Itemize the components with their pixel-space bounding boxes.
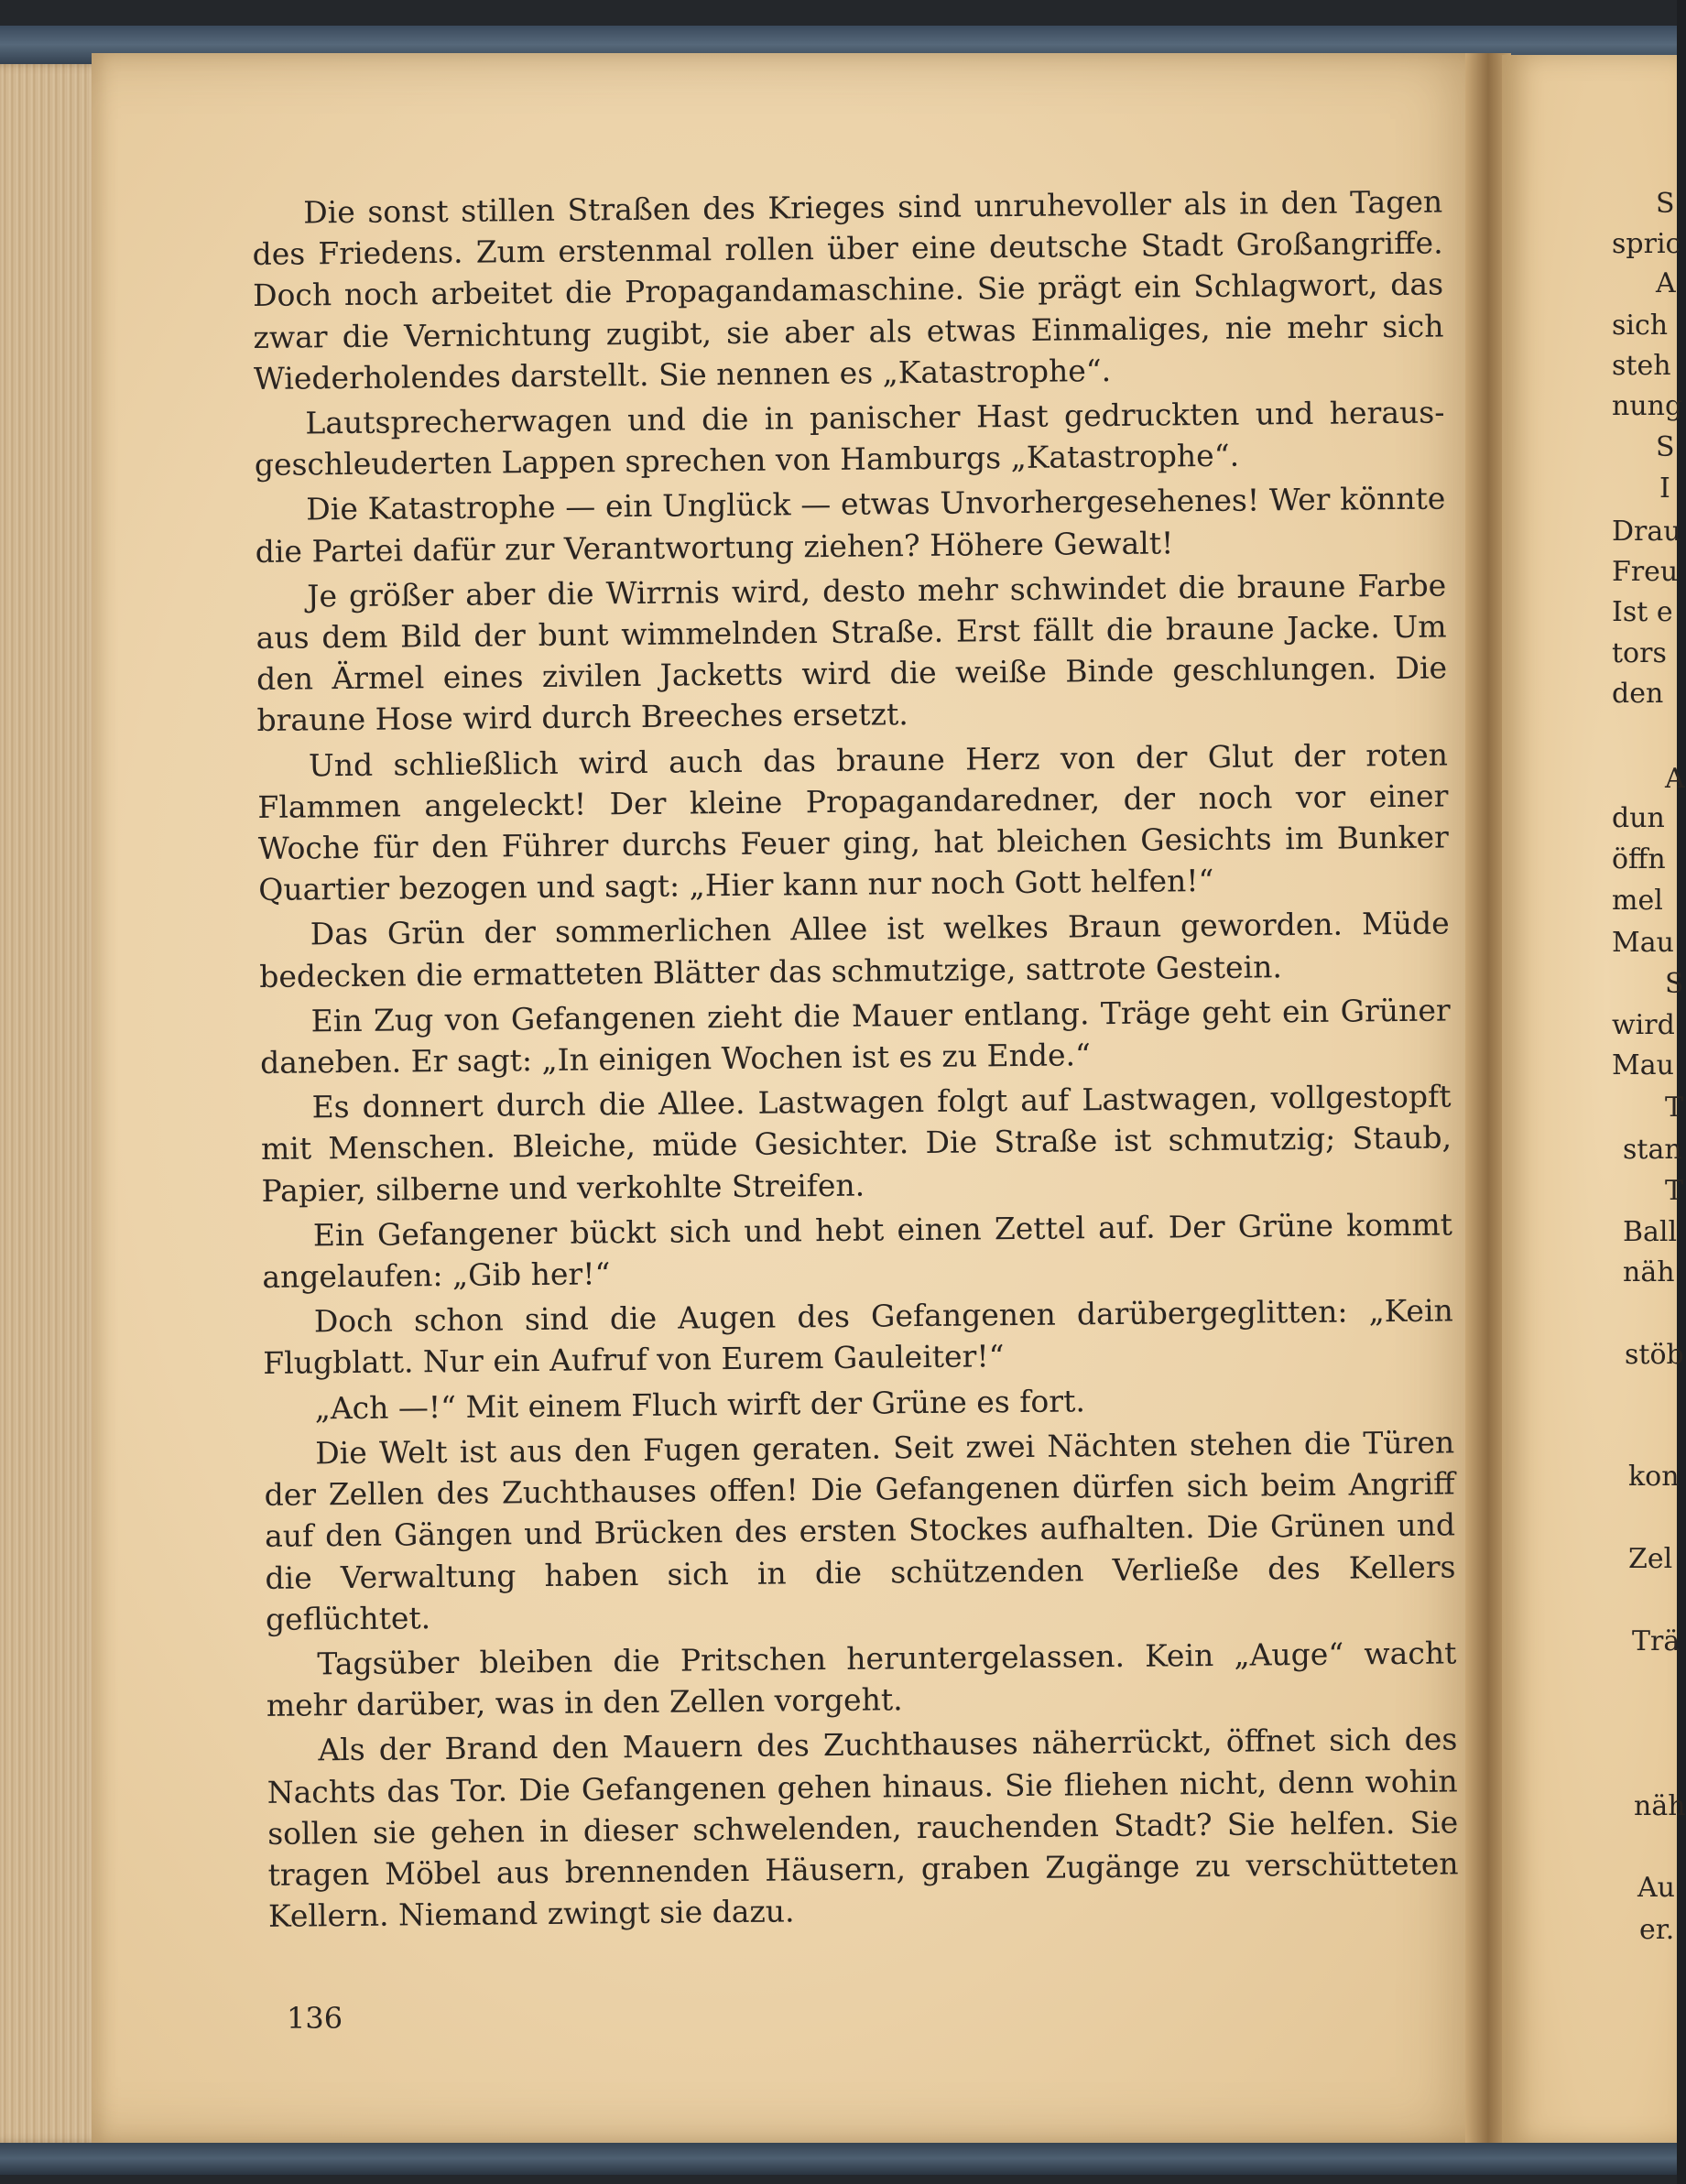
right-page-fragment: Trä: [1632, 1625, 1681, 1657]
right-page-fragment: näh: [1623, 1256, 1675, 1288]
page-number: 136: [287, 2001, 343, 2036]
right-page-fragment: T: [1665, 1175, 1684, 1207]
right-page-fragment: kon: [1628, 1461, 1680, 1493]
right-page-fragment: öffn: [1612, 843, 1666, 875]
right-page-fragment: Zel: [1628, 1543, 1673, 1575]
paragraph: Und schließlich wird auch das braune Herz von der Glut der roten Flammen angeleckt! Der kleine Propagandaredner, der noch vor einer Woche für den Führer durchs Feuer ging, hat bleichen Gesichts im Bunker Quartier bezogen und sagt: „Hier kann nur noch Gott helfen!“: [257, 736, 1450, 908]
paragraph: Doch schon sind die Augen des Gefangenen darübergeglitten: „Kein Flugblatt. Nur ein Aufruf von Eurem Gauleiter!“: [263, 1292, 1453, 1382]
right-page-fragment: Mau: [1612, 1049, 1674, 1081]
right-page-fragment: Mau: [1612, 927, 1674, 959]
right-page-fragment: spric: [1612, 228, 1681, 260]
paragraph: Das Grün der sommerlichen Allee ist welkes Braun geworden. Müde bedecken die ermatteten Blätter das schmutzige, sattrote Gestein.: [259, 905, 1450, 994]
paragraph: Es donnert durch die Allee. Lastwagen folgt auf Lastwagen, vollgestopft mit Menschen. Bleiche, müde Gesichter. Die Straße ist schmutzig; Staub, Papier, silberne und verkohlte Streifen.: [260, 1078, 1452, 1209]
right-page-fragment: A: [1665, 763, 1685, 795]
right-page-fragment: tors: [1612, 637, 1667, 669]
paragraph: Die Welt ist aus den Fugen geraten. Seit zwei Nächten stehen die Türen der Zellen des Zuchthauses offen! Die Gefangenen dürfen sich beim Angriff auf den Gängen und Brücken des ersten Stockes aufhalten. Die Grünen und die Verwaltung haben sich in die schützenden Verließe des Kellers geflüchtet.: [264, 1424, 1456, 1637]
body-text: [252, 181, 1459, 1941]
right-page-fragment: S: [1656, 431, 1675, 463]
right-page-fragment: steh: [1612, 350, 1671, 382]
right-page-fragment: S: [1665, 968, 1684, 1000]
paragraph: Ein Zug von Gefangenen zieht die Mauer entlang. Träge geht ein Grüner daneben. Er sagt: „In einigen Wochen ist es zu Ende.“: [259, 992, 1451, 1081]
right-page-fragment: Ist e: [1612, 596, 1673, 628]
right-page-fragment: T: [1665, 1092, 1684, 1124]
book-binding-bottom: [0, 2138, 1677, 2175]
right-page-fragment: mel: [1612, 885, 1663, 917]
paragraph: Die sonst stillen Straßen des Krieges sind unruhevoller als in den Tagen des Friedens. Zum erstenmal rollen über eine deutsche Stadt Großangriffe. Doch noch arbeitet die Propagandamaschine. Sie prägt ein Schlagwort, das zwar die Vernichtung zugibt, sie aber als etwas Einmaliges, nie mehr sich Wiederholendes darstellt. Sie nennen es „Katastrophe“.: [252, 183, 1444, 397]
right-page-fragment: dun: [1612, 802, 1665, 834]
right-page-fragment: Au: [1637, 1872, 1675, 1904]
right-page-fragment: I: [1659, 473, 1670, 505]
right-page-fragment: Drau: [1612, 516, 1681, 548]
right-page-fragment: sich: [1612, 310, 1669, 342]
right-page-fragment: stan: [1623, 1134, 1682, 1166]
right-page-fragment: er.: [1639, 1914, 1675, 1946]
right-page-fragment: Freu: [1612, 556, 1679, 588]
paragraph: Die Katastrophe — ein Unglück — etwas Unvorhergesehenes! Wer könnte die Partei dafür zur Verantwortung ziehen? Höhere Gewalt!: [255, 480, 1446, 570]
right-page-fragment: stöb: [1625, 1339, 1684, 1371]
paragraph: Lautsprecherwagen und die in panischer Hast gedruckten und herausgeschleuderten Lappen sprechen von Hamburgs „Katastrophe“.: [254, 394, 1445, 484]
right-page-fragment: den: [1612, 678, 1664, 710]
paragraph: Als der Brand den Mauern des Zuchthauses näherrückt, öffnet sich des Nachts das Tor. Die Gefangenen gehen hinaus. Sie fliehen nicht, denn wohin sollen sie gehen in dieser schwelenden, rauchenden Stadt? Sie helfen. Sie tragen Möbel aus brennenden Häusern, graben Zugänge zu verschütteten Kellern. Niemand zwingt sie dazu.: [266, 1721, 1459, 1935]
right-page-fragment: wird: [1612, 1009, 1675, 1041]
paragraph: Tagsüber bleiben die Pritschen heruntergelassen. Kein „Auge“ wacht mehr darüber, was in den Zellen vorgeht.: [266, 1635, 1457, 1724]
paragraph: „Ach —!“ Mit einem Fluch wirft der Grüne es fort.: [314, 1383, 1086, 1427]
right-page-fragment: Ball: [1623, 1216, 1678, 1248]
paragraph: Ein Gefangener bückt sich und hebt einen Zettel auf. Der Grüne kommt angelaufen: „Gib her!“: [262, 1206, 1453, 1296]
right-page-fragment: nung: [1612, 390, 1683, 422]
right-page-fragment: S: [1656, 188, 1675, 220]
right-page-fragment: näh: [1634, 1790, 1686, 1822]
right-page-fragment: A: [1656, 267, 1676, 299]
paragraph: Je größer aber die Wirrnis wird, desto mehr schwindet die braune Farbe aus dem Bild der bunt wimmelnden Straße. Erst fällt die braune Jacke. Um den Ärmel eines zivilen Jacketts wird die weiße Binde geschlungen. Die braune Hose wird durch Breeches ersetzt.: [256, 567, 1448, 739]
